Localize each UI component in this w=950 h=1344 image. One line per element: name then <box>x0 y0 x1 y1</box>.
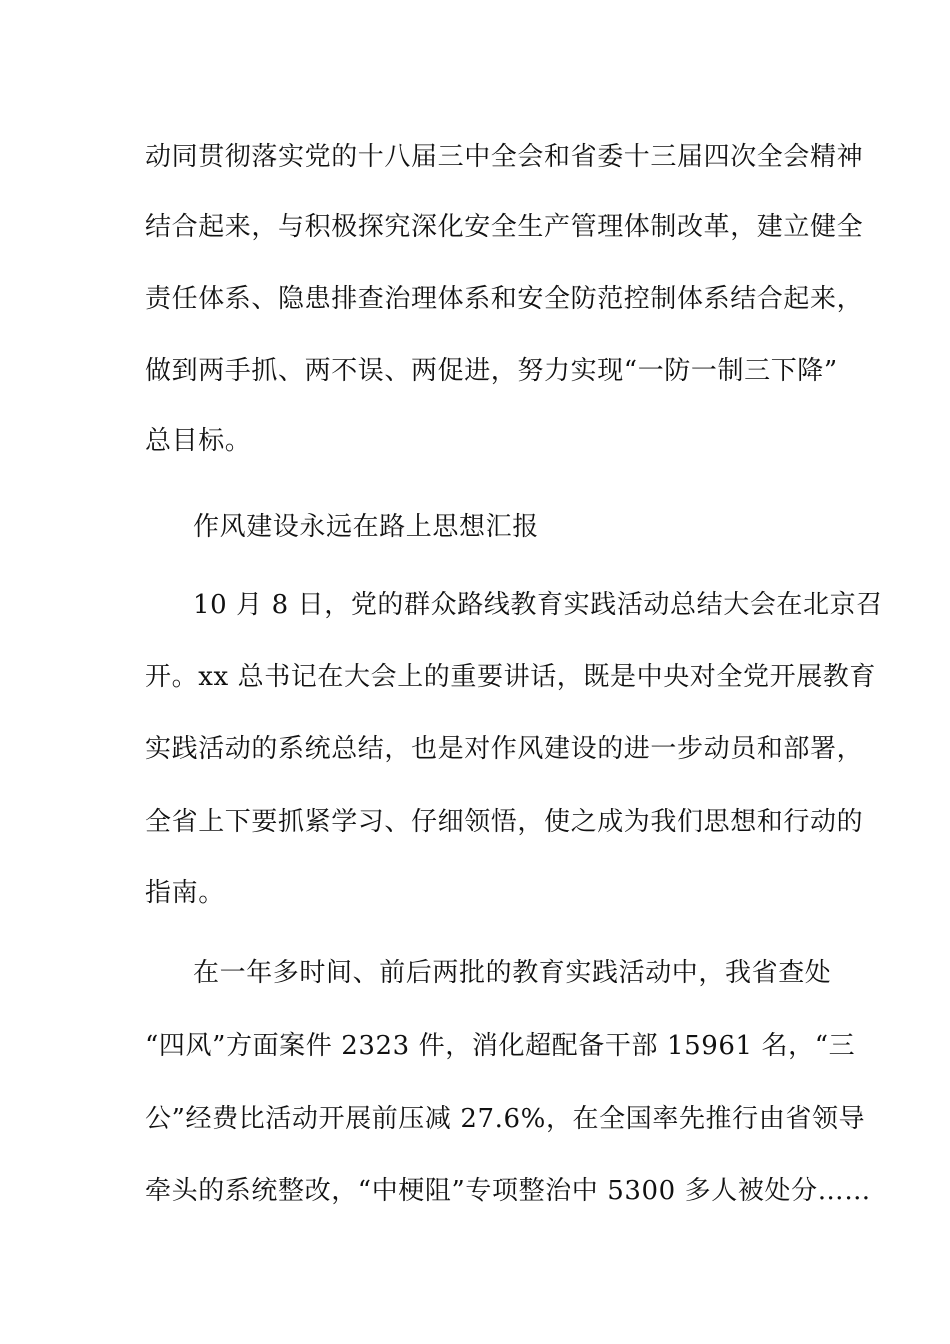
text-line: 全省上下要抓紧学习、仔细领悟，使之成为我们思想和行动的 <box>145 807 864 837</box>
text-line: 动同贯彻落实党的十八届三中全会和省委十三届四次全会精神 <box>145 142 864 172</box>
text-line: 做到两手抓、两不误、两促进，努力实现“一防一制三下降” <box>145 356 838 386</box>
text-line: 责任体系、隐患排查治理体系和安全防范控制体系结合起来， <box>145 284 864 314</box>
text-line: “四风”方面案件 2323 件，消化超配备干部 15961 名，“三 <box>145 1031 856 1061</box>
text-line: 在一年多时间、前后两批的教育实践活动中，我省查处 <box>193 958 832 988</box>
text-line: 总目标。 <box>145 426 252 456</box>
text-line: 实践活动的系统总结，也是对作风建设的进一步动员和部署， <box>145 734 864 764</box>
text-line: 公”经费比活动开展前压减 27.6%，在全国率先推行由省领导 <box>145 1104 866 1134</box>
text-line: 牵头的系统整改，“中梗阻”专项整治中 5300 多人被处分…… <box>145 1176 871 1206</box>
text-line: 指南。 <box>145 878 225 908</box>
text-line: 结合起来，与积极探究深化安全生产管理体制改革，建立健全 <box>145 212 864 242</box>
text-line: 10 月 8 日，党的群众路线教育实践活动总结大会在北京召 <box>193 590 883 620</box>
section-title: 作风建设永远在路上思想汇报 <box>193 512 539 542</box>
text-line: 开。xx 总书记在大会上的重要讲话，既是中央对全党开展教育 <box>145 662 876 692</box>
